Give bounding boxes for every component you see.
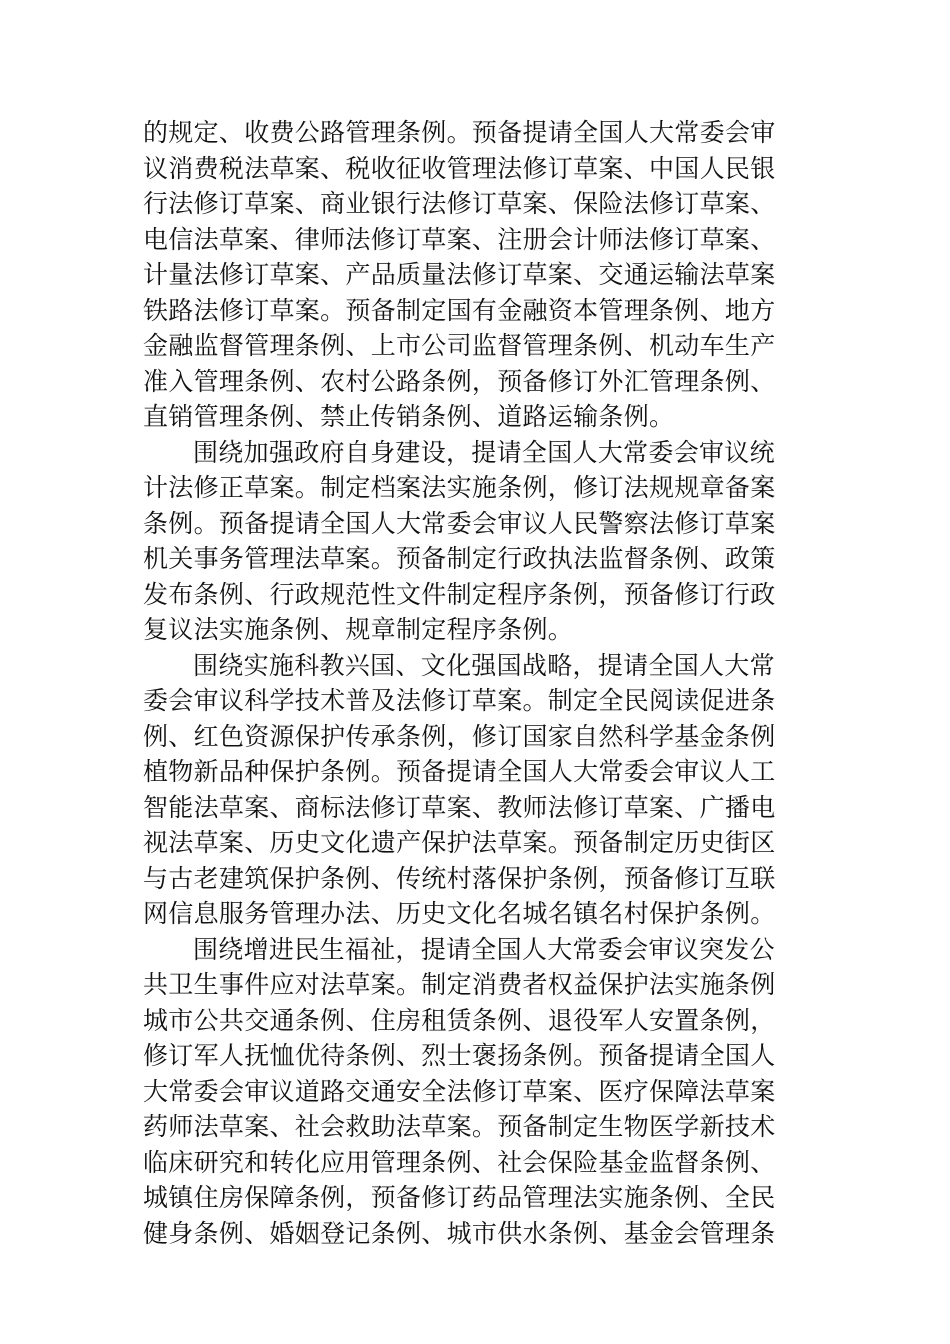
text-line: 植物新品种保护条例。预备提请全国人大常委会审议人工: [143, 757, 776, 786]
text-line: 委会审议科学技术普及法修订草案。制定全民阅读促进条: [143, 686, 776, 715]
text-line: 计法修正草案。制定档案法实施条例，修订法规规章备案: [143, 473, 776, 502]
text-line: 准入管理条例、农村公路条例，预备修订外汇管理条例、: [143, 366, 776, 396]
paragraph-first-line: 围绕实施科教兴国、文化强国战略，提请全国人大常: [193, 650, 775, 680]
text-line: 城市公共交通条例、住房租赁条例、退役军人安置条例，: [143, 1005, 776, 1035]
text-line: 条例。预备提请全国人大常委会审议人民警察法修订草案: [143, 508, 776, 538]
text-line: 智能法草案、商标法修订草案、教师法修订草案、广播电: [143, 792, 776, 822]
text-line: 网信息服务管理办法、历史文化名城名镇名村保护条例。: [143, 899, 776, 928]
text-line: 电信法草案、律师法修订草案、注册会计师法修订草案、: [143, 224, 776, 254]
body-text: [143, 115, 823, 1251]
text-line: 金融监督管理条例、上市公司监督管理条例、机动车生产: [143, 331, 776, 360]
paragraph-first-line: 围绕加强政府自身建设，提请全国人大常委会审议统: [193, 437, 775, 467]
text-line: 健身条例、婚姻登记条例、城市供水条例、基金会管理条: [143, 1218, 776, 1248]
text-line: 直销管理条例、禁止传销条例、道路运输条例。: [143, 402, 675, 431]
text-line: 行法修订草案、商业银行法修订草案、保险法修订草案、: [143, 189, 776, 218]
text-line: 城镇住房保障条例，预备修订药品管理法实施条例、全民: [143, 1183, 776, 1212]
paragraph-first-line: 围绕增进民生福祉，提请全国人大常委会审议突发公: [193, 934, 775, 964]
text-line: 修订军人抚恤优待条例、烈士褒扬条例。预备提请全国人: [143, 1041, 776, 1070]
text-line: 共卫生事件应对法草案。制定消费者权益保护法实施条例: [143, 970, 776, 999]
text-line: 发布条例、行政规范性文件制定程序条例，预备修订行政: [143, 579, 776, 609]
text-line: 铁路法修订草案。预备制定国有金融资本管理条例、地方: [143, 295, 776, 325]
text-line: 例、红色资源保护传承条例，修订国家自然科学基金条例: [143, 721, 776, 751]
text-line: 临床研究和转化应用管理条例、社会保险基金监督条例、: [143, 1147, 776, 1177]
text-line: 的规定、收费公路管理条例。预备提请全国人大常委会审: [143, 118, 776, 147]
text-line: 机关事务管理法草案。预备制定行政执法监督条例、政策: [143, 544, 776, 573]
text-line: 复议法实施条例、规章制定程序条例。: [143, 615, 574, 644]
text-line: 与古老建筑保护条例、传统村落保护条例，预备修订互联: [143, 863, 776, 893]
text-line: 药师法草案、社会救助法草案。预备制定生物医学新技术: [143, 1112, 776, 1141]
text-line: 视法草案、历史文化遗产保护法草案。预备制定历史街区: [143, 828, 776, 857]
text-line: 大常委会审议道路交通安全法修订草案、医疗保障法草案: [143, 1076, 776, 1106]
text-line: 议消费税法草案、税收征收管理法修订草案、中国人民银: [143, 153, 776, 183]
text-line: 计量法修订草案、产品质量法修订草案、交通运输法草案: [143, 260, 776, 289]
